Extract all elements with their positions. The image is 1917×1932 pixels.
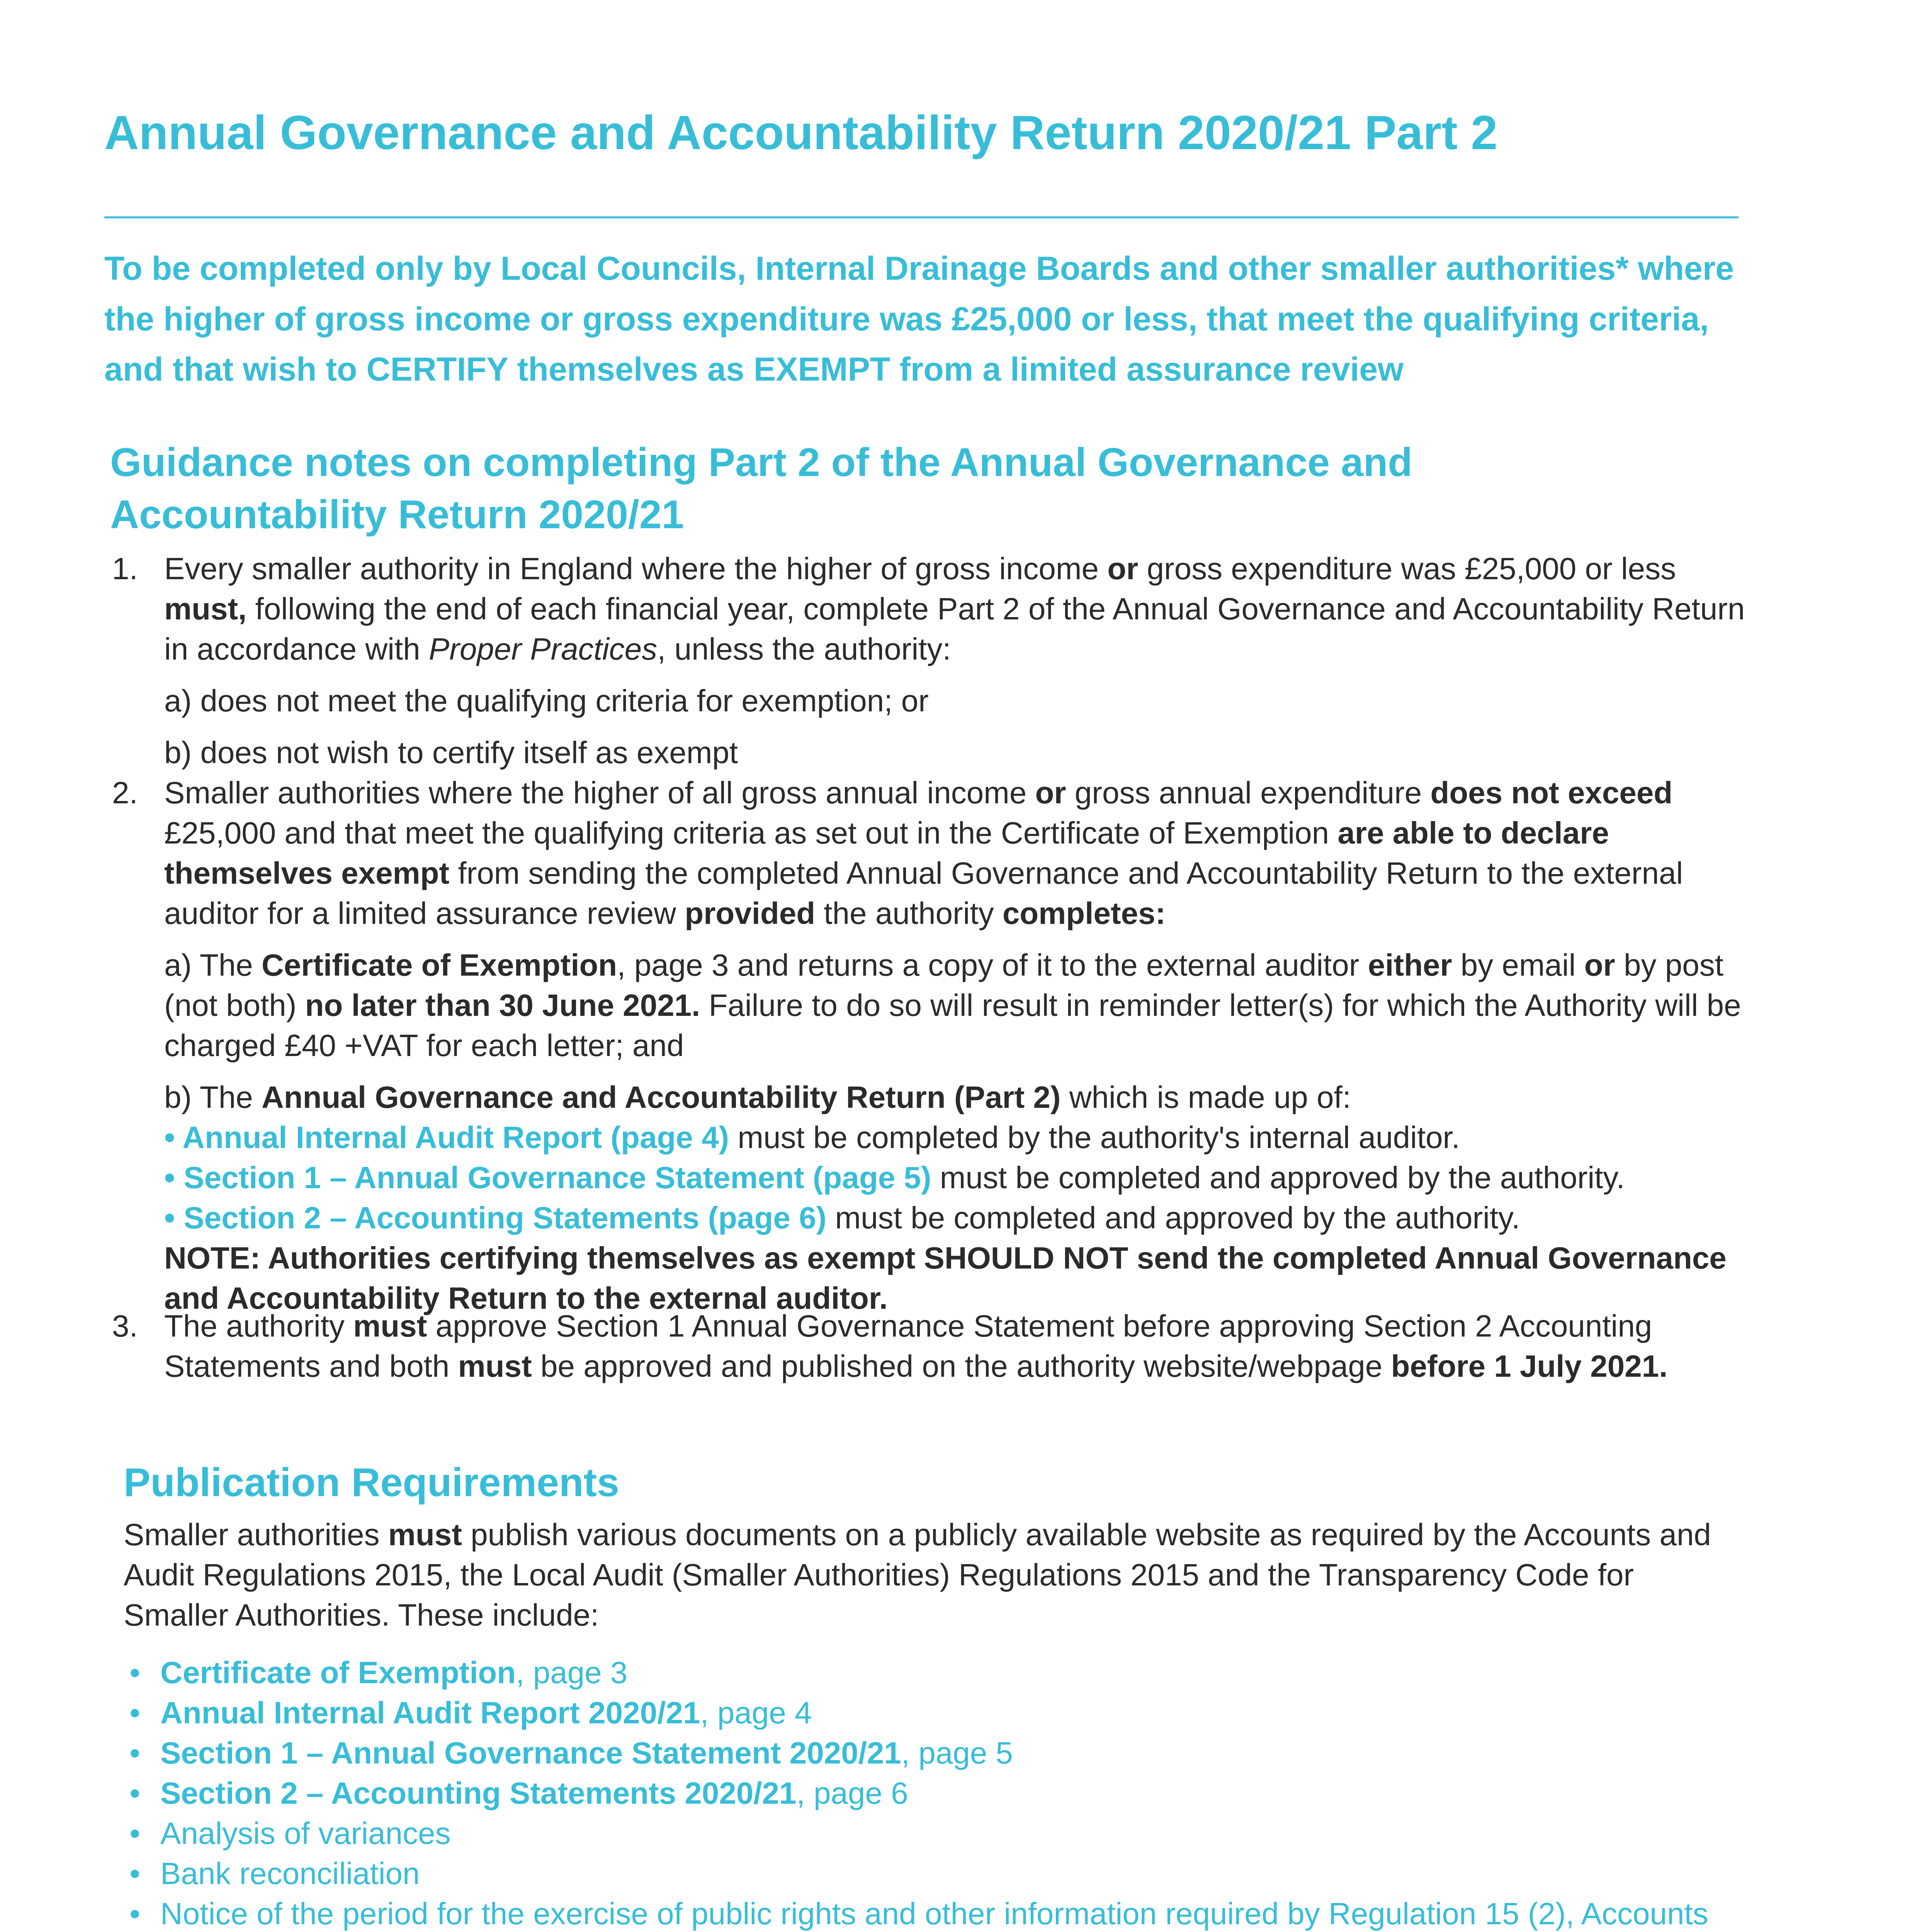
item-3-text: The authority must approve Section 1 Annual Governance Statement before approving Section 2 Accounting Statements and both must be approved and published on the authority website/webpage before 1 July 2021. (164, 1309, 1668, 1383)
list-item[interactable]: • Notice of the period for the exercise of public rights and other information required by Regulation 15 (2), Accounts (129, 1896, 1708, 1931)
publication-heading: Publication Requirements (124, 1460, 619, 1505)
publication-text: Smaller authorities must publish various documents on a publicly available website as required by the Accounts and Audit Regulations 2015, the Local Audit (Smaller Authorities) Regulations 2015 and the Transparency Code for Smaller Authorities. These include: (124, 1517, 1711, 1632)
list-item[interactable]: • Analysis of variances (129, 1816, 451, 1850)
item-1-b: b) does not wish to certify itself as exempt (164, 735, 738, 770)
item-2-bullet-3: • Section 2 – Accounting Statements (page 6) must be completed and approved by the authority. (164, 1201, 1520, 1235)
item-2-a: a) The Certificate of Exemption, page 3 and returns a copy of it to the external auditor either by email or by post (not both) no later than 30 June 2021. Failure to do so will result in reminder letter(s) for which the Authority will be charged £40 +VAT for each letter; and (164, 948, 1741, 1063)
guidance-heading-line1: Guidance notes on completing Part 2 of the Annual Governance and (110, 440, 1412, 485)
publication-list (124, 1653, 1746, 1932)
item-2-bullet-1: • Annual Internal Audit Report (page 4) must be completed by the authority's internal auditor. (164, 1120, 1460, 1155)
guidance-item-1 (112, 549, 1746, 773)
list-item[interactable]: • Certificate of Exemption, page 3 (129, 1655, 628, 1690)
intro-statement: To be completed only by Local Councils, Internal Drainage Boards and other smaller authorities* where the higher of gross income or gross expenditure was £25,000 or less, that meet the qualifying criteria, and that wish to CERTIFY themselves as EXEMPT from a limited assurance review (104, 250, 1734, 388)
item-2-note: NOTE: Authorities certifying themselves as exempt SHOULD NOT send the completed Annual Governance and Accountability Return to the external auditor. (164, 1241, 1727, 1315)
guidance-item-2 (112, 773, 1746, 1318)
section-2-link[interactable]: • Section 2 – Accounting Statements (page 6) (164, 1201, 827, 1235)
guidance-item-3 (112, 1306, 1746, 1386)
list-item[interactable]: • Annual Internal Audit Report 2020/21, page 4 (129, 1696, 812, 1730)
publication-section (124, 1515, 1746, 1932)
list-item[interactable]: • Section 1 – Annual Governance Statement 2020/21, page 5 (129, 1736, 1013, 1770)
title-divider (104, 216, 1739, 218)
guidance-heading-line2: Accountability Return 2020/21 (110, 492, 684, 537)
list-item[interactable]: • Section 2 – Accounting Statements 2020/21, page 6 (129, 1776, 908, 1810)
guidance-heading (110, 437, 1752, 541)
item-2-text: Smaller authorities where the higher of all gross annual income or gross annual expenditure does not exceed £25,000 and that meet the qualifying criteria as set out in the Certificate of Exemption are able to declare themselves exempt from sending the completed Annual Governance and Accountability Return to the external auditor for a limited assurance review provided the authority completes: (164, 776, 1683, 930)
item-number: 3. (112, 1309, 138, 1343)
item-number: 1. (112, 551, 138, 586)
section-1-link[interactable]: • Section 1 – Annual Governance Statement (page 5) (164, 1160, 931, 1195)
list-item[interactable]: • Bank reconciliation (129, 1856, 420, 1891)
item-number: 2. (112, 776, 138, 810)
item-2-bullet-2: • Section 1 – Annual Governance Statement (page 5) must be completed and approved by the authority. (164, 1160, 1625, 1195)
item-2-b: b) The Annual Governance and Accountability Return (Part 2) which is made up of: (164, 1080, 1351, 1114)
item-1-a: a) does not meet the qualifying criteria for exemption; or (164, 684, 929, 718)
item-1-text: Every smaller authority in England where the higher of gross income or gross expenditure was £25,000 or less must, following the end of each financial year, complete Part 2 of the Annual Governance and Accountability Return in accordance with Proper Practices, unless the authority: (164, 551, 1745, 666)
internal-audit-link[interactable]: • Annual Internal Audit Report (page 4) (164, 1120, 729, 1155)
page-title: Annual Governance and Accountability Return 2020/21 Part 2 (104, 106, 1498, 160)
